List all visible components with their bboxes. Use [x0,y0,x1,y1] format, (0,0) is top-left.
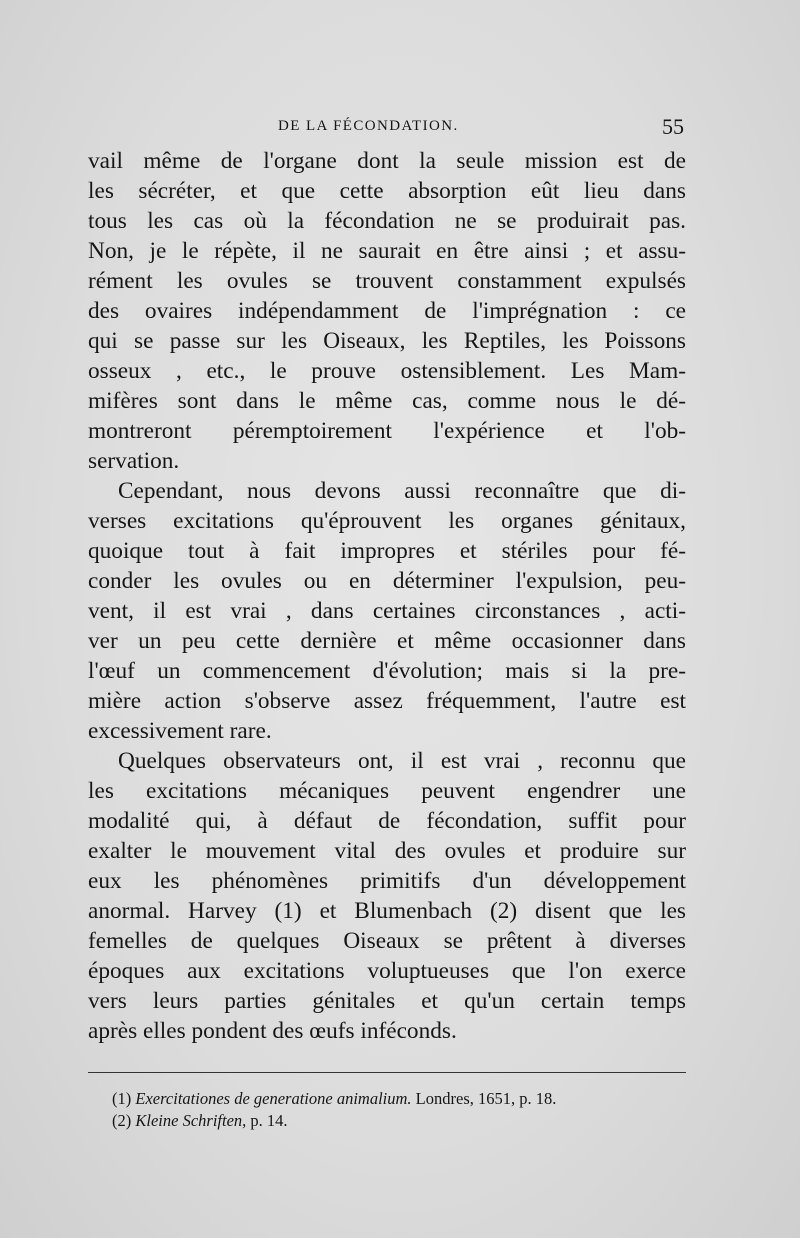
text-line: des ovaires indépendamment de l'imprégnation : ce [88,298,686,324]
footnote-title: Exercitationes de generatione animalium. [135,1089,412,1108]
footnote-marker: (1) [112,1089,132,1108]
text-line: qui se passe sur les Oiseaux, les Reptiles, les Poissons [88,328,686,354]
text-line: vent, il est vrai , dans certaines circonstances , acti- [88,598,686,624]
text-line: l'œuf un commencement d'évolution; mais si la pre- [88,658,686,684]
footnote-rest: Londres, 1651, p. 18. [415,1089,557,1108]
text-line: excessivement rare. [88,718,272,744]
footnote-rule [88,1072,686,1073]
paragraph-2 [88,476,686,746]
text-line: conder les ovules ou en déterminer l'expulsion, peu- [88,568,686,594]
text-line: les excitations mécaniques peuvent engendrer une [88,778,686,804]
text-line: tous les cas où la fécondation ne se produirait pas. [88,208,686,234]
footnote-marker: (2) [112,1111,132,1130]
text-line: Cependant, nous devons aussi reconnaître que di- [118,478,686,504]
text-line: Quelques observateurs ont, il est vrai , reconnu que [118,748,686,774]
text-line: femelles de quelques Oiseaux se prêtent à diverses [88,928,686,954]
footnote-rest: p. 14. [250,1111,288,1130]
body-text [88,146,686,1046]
text-line: ver un peu cette dernière et même occasionner dans [88,628,686,654]
footnote-2 [112,1110,686,1132]
text-line: vers leurs parties génitales et qu'un certain temps [88,988,686,1014]
text-line: Non, je le répète, il ne saurait en être ainsi ; et assu- [88,238,686,264]
text-line: eux les phénomènes primitifs d'un développement [88,868,686,894]
text-line: anormal. Harvey (1) et Blumenbach (2) disent que les [88,898,686,924]
paragraph-1 [88,146,686,476]
text-line: les sécréter, et que cette absorption eût lieu dans [88,178,686,204]
text-line: mifères sont dans le même cas, comme nous le dé- [88,388,686,414]
page-number: 55 [662,114,684,139]
text-line: vail même de l'organe dont la seule mission est de [88,148,686,174]
text-line: montreront péremptoirement l'expérience et l'ob- [88,418,686,444]
text-line: modalité qui, à défaut de fécondation, suffit pour [88,808,686,834]
paragraph-3 [88,746,686,1046]
footnote-1 [112,1088,686,1110]
text-line: verses excitations qu'éprouvent les organes génitaux, [88,508,686,534]
running-head [88,116,684,140]
footnote-title: Kleine Schriften, [135,1111,247,1130]
text-line: osseux , etc., le prouve ostensiblement. Les Mam- [88,358,686,384]
running-title: DE LA FÉCONDATION. [278,118,459,134]
text-line: servation. [88,448,180,474]
text-line: rément les ovules se trouvent constamment expulsés [88,268,686,294]
text-line: époques aux excitations voluptueuses que l'on exerce [88,958,686,984]
text-line: exalter le mouvement vital des ovules et produire sur [88,838,686,864]
text-line: quoique tout à fait impropres et stériles pour fé- [88,538,686,564]
footnotes [112,1088,686,1132]
text-line: après elles pondent des œufs inféconds. [88,1018,457,1044]
text-line: mière action s'observe assez fréquemment, l'autre est [88,688,686,714]
